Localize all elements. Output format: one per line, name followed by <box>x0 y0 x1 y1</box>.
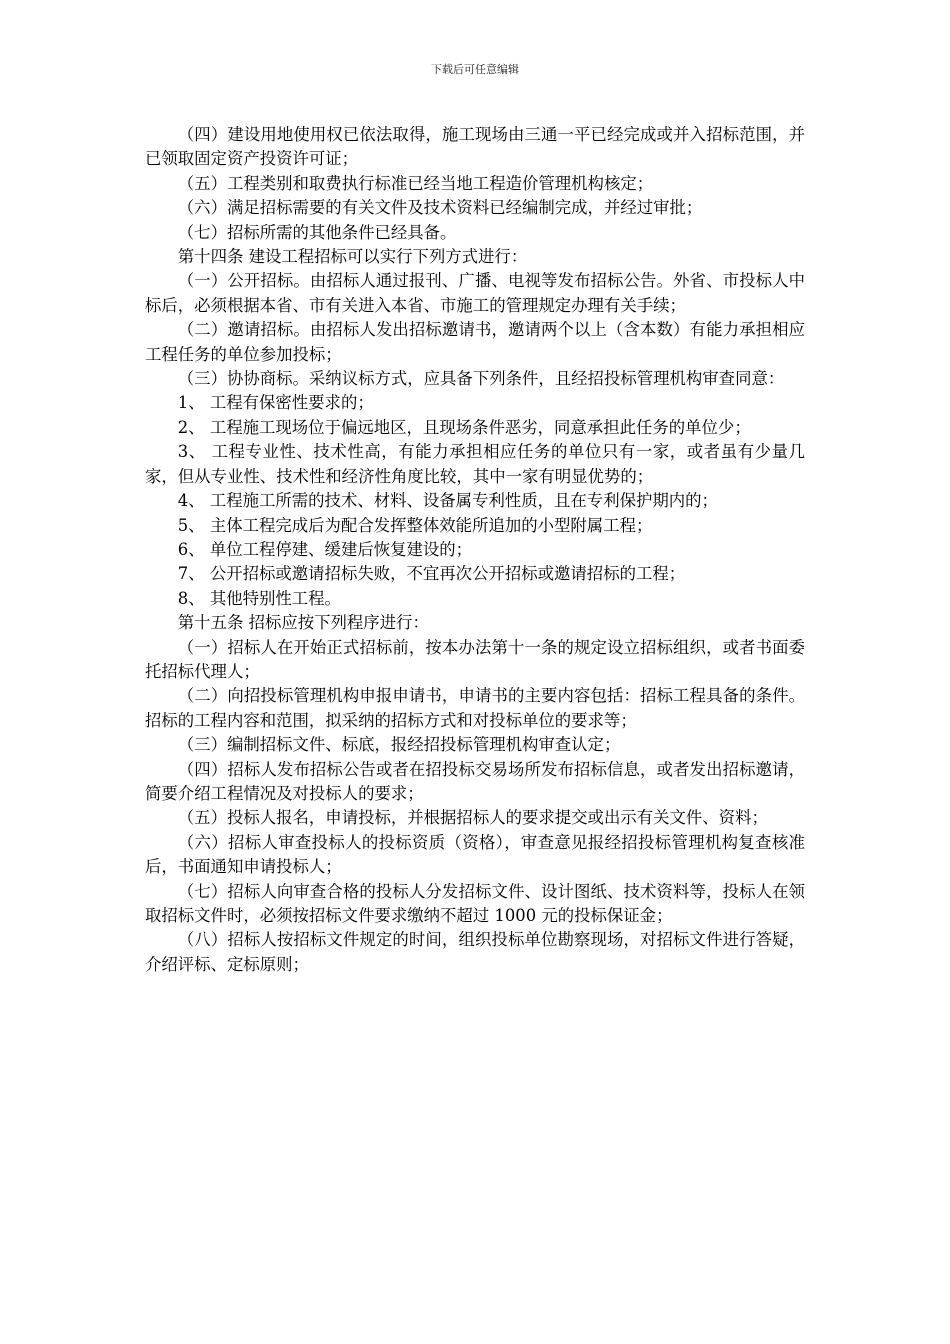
list-item-5: 5、 主体工程完成后为配合发挥整体效能所追加的小型附属工程； <box>177 515 653 535</box>
article-14-heading: 第十四条 建设工程招标可以实行下列方式进行： <box>177 247 528 267</box>
list-item-2: 2、 工程施工现场位于偏远地区，且现场条件恶劣，同意承担此任务的单位少； <box>177 417 751 437</box>
paragraph-clause-6-documents: （六）满足招标需要的有关文件及技术资料已经编制完成，并经过审批； <box>177 198 703 218</box>
procedure-step-5: （五）投标人报名，申请投标，并根据招标人的要求提交或出示有关文件、资料； <box>177 808 768 828</box>
document-body <box>145 123 805 977</box>
list-item-8: 8、 其他特别性工程。 <box>177 588 341 608</box>
list-item-1: 1、 工程有保密性要求的； <box>177 393 374 413</box>
procedure-step-4: （四）招标人发布招标公告或者在招投标交易场所发布招标信息，或者发出招标邀请，简要介绍工程情况及对投标人的要求； <box>145 759 805 803</box>
paragraph-open-tender: （一）公开招标。由招标人通过报刊、广播、电视等发布招标公告。外省、市投标人中标后，必须根据本省、市有关进入本省、市施工的管理规定办理有关手续； <box>145 271 805 315</box>
article-15-heading: 第十五条 招标应按下列程序进行： <box>177 613 429 633</box>
procedure-step-2: （二）向招投标管理机构申报申请书，申请书的主要内容包括：招标工程具备的条件。招标的工程内容和范围，拟采纳的招标方式和对投标单位的要求等； <box>145 686 805 730</box>
paragraph-clause-7-other-conditions: （七）招标所需的其他条件已经具备。 <box>177 222 457 242</box>
paragraph-clause-4-land-use: （四）建设用地使用权已依法取得，施工现场由三通一平已经完成或并入招标范围，并已领取固定资产投资许可证； <box>145 125 805 169</box>
list-item-6: 6、 单位工程停建、缓建后恢复建设的； <box>177 539 473 559</box>
procedure-step-3: （三）编制招标文件、标底，报经招投标管理机构审查认定； <box>177 735 621 755</box>
paragraph-invited-tender: （二）邀请招标。由招标人发出招标邀请书，邀请两个以上（含本数）有能力承担相应工程任务的单位参加投标； <box>145 320 805 364</box>
paragraph-clause-5-cost-standard: （五）工程类别和取费执行标准已经当地工程造价管理机构核定； <box>177 173 654 193</box>
list-item-4: 4、 工程施工所需的技术、材料、设备属专利性质，且在专利保护期内的； <box>177 491 718 511</box>
page-header: 下载后可任意编辑 <box>431 63 519 76</box>
paragraph-negotiated-tender: （三）协协商标。采纳议标方式，应具备下列条件，且经招投标管理机构审查同意： <box>177 369 785 389</box>
procedure-step-1: （一）招标人在开始正式招标前，按本办法第十一条的规定设立招标组织，或者书面委托招标代理人； <box>145 637 805 681</box>
list-item-7: 7、 公开招标或邀请招标失败，不宜再次公开招标或邀请招标的工程； <box>177 564 686 584</box>
procedure-step-8: （八）招标人按招标文件规定的时间，组织投标单位勘察现场，对招标文件进行答疑，介绍评标、定标原则； <box>145 930 805 974</box>
procedure-step-6: （六）招标人审查投标人的投标资质（资格），审查意见报经招投标管理机构复查核准后，书面通知申请投标人； <box>145 832 805 877</box>
list-item-3: 3、 工程专业性、技术性高，有能力承担相应任务的单位只有一家，或者虽有少量几家，但从专业性、技术性和经济性角度比较，其中一家有明显优势的； <box>145 442 805 486</box>
procedure-step-7: （七）招标人向审查合格的投标人分发招标文件、设计图纸、技术资料等，投标人在领取招标文件时，必须按招标文件要求缴纳不超过 1000 元的投标保证金； <box>145 881 805 925</box>
